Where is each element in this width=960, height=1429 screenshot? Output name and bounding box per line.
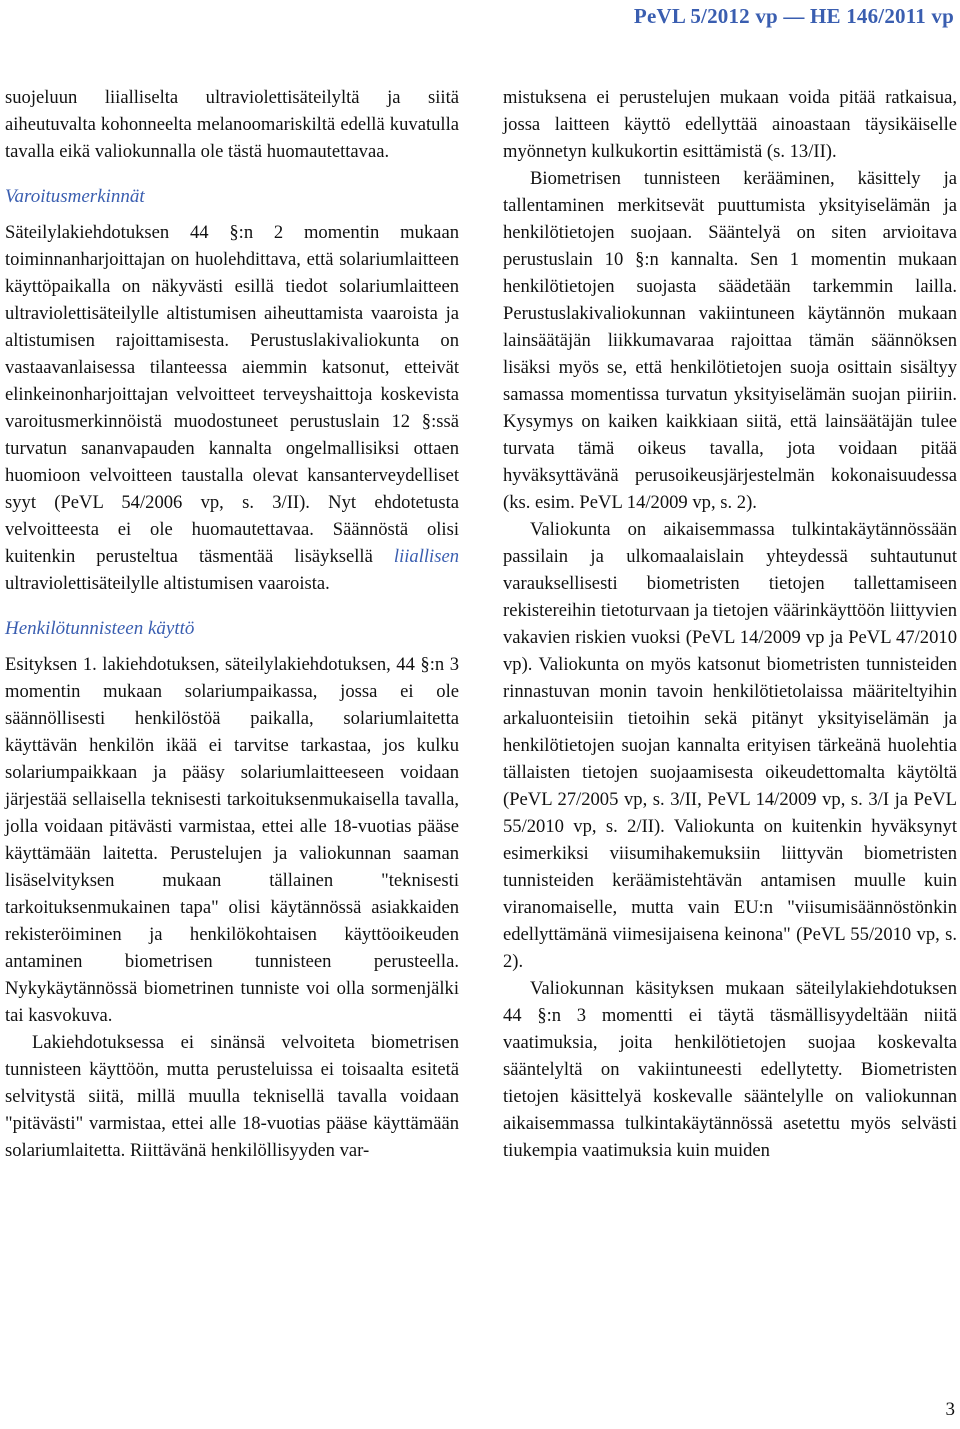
paragraph: Biometrisen tunnisteen kerääminen, käsittely ja tallentaminen merkitsevät puuttumista yksityiselämän ja henkilötietojen suojaan. Sääntelyä on siten arvioitava perustuslain 10 §:n kannalta. Sen 1 momentin mukaan henkilötietojen suojasta säädetään tarkemmin lailla. Perustuslakivaliokunnan vakiintuneen käytännön mukaan lainsäätäjän liikkumavaraa rajoittaa tämän säännöksen lisäksi myös se, että henkilötietojen suoja osittain sisältyy samassa momentissa turvatun yksityiselämän suojan piiriin. Kysymys on kaiken kaikkiaan siitä, että lainsäätäjän tulee turvata tämä oikeus tavalla, jota voidaan pitää hyväksyttävänä perusoikeusjärjestelmän kokonaisuudessa (ks. esim. PeVL 14/2009 vp, s. 2). xyxy=(503,168,957,513)
section-heading-warnings: Varoitusmerkinnät xyxy=(5,186,145,207)
paragraph-text: Säteilylakiehdotuksen 44 §:n 2 momentin mukaan toiminnanharjoittajan on huolehdittava, että solariumlaitteen käyttöpaikalla on näkyvästi esillä tiedot solariumlaitteen ultraviolettisäteilylle altistumisen aiheuttamista vaaroista ja altistumisen rajoittamisesta. Perustuslakivaliokunta on vastaavanlaisessa tilanteessa aiemmin katsonut, etteivät elinkeinonharjoittajan velvoitteet terveyshaittoja koskevista varoitusmerkinnöistä muodostuneet perustuslain 12 §:ssä turvatun sananvapauden kannalta ongelmallisiksi ottaen huomioon velvoitteen taustalla olevat kansanterveydelliset syyt (PeVL 54/2006 vp, s. 3/II). Nyt ehdotetusta velvoitteesta ei ole huomautettavaa. Säännöstä olisi kuitenkin perusteltua täsmentää lisäyksellä xyxy=(5,222,459,567)
left-column xyxy=(5,84,459,1164)
paragraph: mistuksena ei perustelujen mukaan voida pitää ratkaisua, jossa laitteen käyttö edellyttää ainoastaan täysikäiselle myönnetyn kulkukortin esittämistä (s. 13/II). xyxy=(503,87,957,162)
paragraph: Esityksen 1. lakiehdotuksen, säteilylakiehdotuksen, 44 §:n 3 momentin mukaan solariumpaikassa, jossa ei ole säännöllisesti henkilöstöä paikalla, solariumlaitetta käyttävän henkilön ikää ei tarvitse tarkastaa, jos kulku solariumpaikkaan ja pääsy solariumlaitteeseen voidaan järjestää sellaisella teknisesti tarkoituksenmukaisella tavalla, jolla voidaan pitävästi varmistaa, ettei alle 18-vuotias pääse käyttämään laitetta. Perustelujen ja valiokunnan saaman lisäselvityksen mukaan tällainen "teknisesti tarkoituksenmukainen tapa" olisi käytännössä asiakkaiden rekisteröiminen ja henkilökohtaisen käyttöoikeuden antaminen biometrisen tunnisteen perusteella. Nykykäytännössä biometrinen tunniste voi olla sormenjälki tai kasvokuva. xyxy=(5,654,459,1026)
emphasis-text: liiallisen xyxy=(393,546,459,567)
paragraph: Valiokunnan käsityksen mukaan säteilylakiehdotuksen 44 §:n 3 momentti ei täytä täsmällisyydeltään niitä vaatimuksia, joita henkilötietojen suojaa koskevalta sääntelyltä on vakiintuneesti edellytetty. Biometristen tietojen käsittelyä koskevalle sääntelylle on valiokunnan aikaisemmassa tulkintakäytännössä asetettu myös selvästi tiukempia vaatimuksia kuin muiden xyxy=(503,978,957,1161)
paragraph-text: ultraviolettisäteilylle altistumisen vaaroista. xyxy=(5,573,330,594)
right-column xyxy=(503,84,957,1164)
section-heading-identifier-use: Henkilötunnisteen käyttö xyxy=(5,618,195,639)
paragraph: Valiokunta on aikaisemmassa tulkintakäytännössään passilain ja ulkomaalaislain yhteydessä suhtautunut varauksellisesti biometristen tietojen tallettamiseen rekistereihin tietoturvaan ja tietojen väärinkäyttöön liittyvien vakavien riskien vuoksi (PeVL 14/2009 vp ja PeVL 47/2010 vp). Valiokunta on myös katsonut biometristen tunnisteiden rinnastuvan monin tavoin henkilötietolaissa määriteltyihin arkaluonteisiin tietoihin sekä pitänyt yksityiselämän ja henkilötietojen suojan kannalta erityisen tärkeänä huolehtia tällaisten tietojen suojaamisesta oikeudettomalta käytöltä (PeVL 27/2005 vp, s. 3/II, PeVL 14/2009 vp, s. 3/I ja PeVL 55/2010 vp, s. 2/II). Valiokunta on kuitenkin hyväksynyt esimerkiksi viisumihakemuksiin liittyvän biometristen tunnisteiden keräämistehtävän antamisen muulle kuin viranomaiselle, mutta vain EU:n "viisumisäännöstönkin edellyttämänä viimesijaisena keinona" (PeVL 55/2010 vp, s. 2). xyxy=(503,519,957,972)
page-number: 3 xyxy=(945,1399,955,1420)
running-header: PeVL 5/2012 vp — HE 146/2011 vp xyxy=(633,4,954,28)
paragraph: Lakiehdotuksessa ei sinänsä velvoiteta biometrisen tunnisteen käyttöön, mutta perusteluissa ei toisaalta esitetä selvitystä siitä, millä muulla teknisellä tavalla voidaan "pitävästi" varmistaa, ettei alle 18-vuotias pääse käyttämään solariumlaitetta. Riittävänä henkilöllisyyden var- xyxy=(5,1032,459,1161)
paragraph xyxy=(5,219,459,597)
paragraph: suojeluun liialliselta ultraviolettisäteilyltä ja siitä aiheutuvalta kohonneelta melanoomariskiltä edellä kuvatulla tavalla eikä valiokunnalla ole tästä huomautettavaa. xyxy=(5,87,459,162)
